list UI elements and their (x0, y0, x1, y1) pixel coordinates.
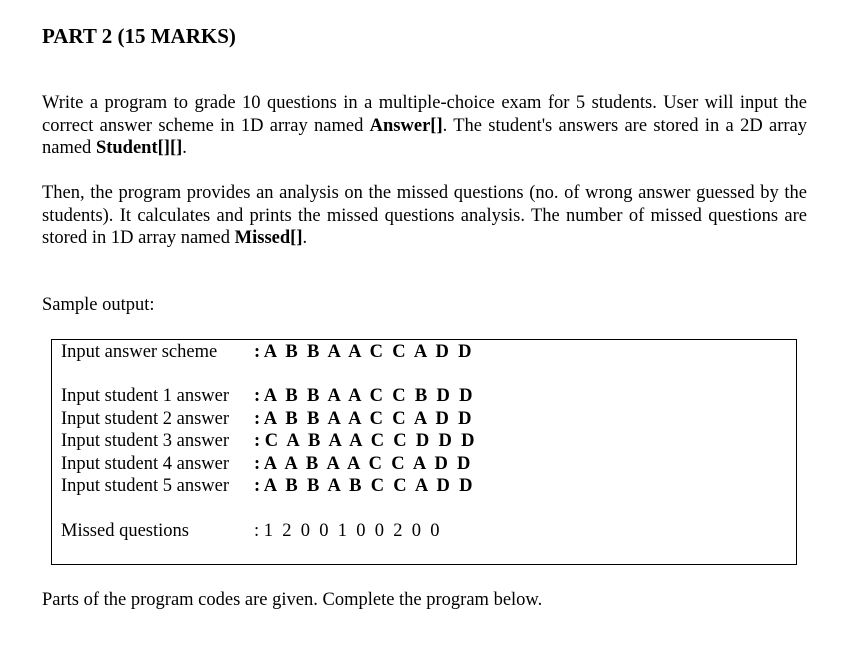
student-answer-row (61, 453, 471, 475)
sample-output-box (51, 339, 797, 565)
student-answer-row (61, 408, 472, 430)
row-value: : A B B A A C C A D D (254, 409, 472, 429)
problem-description-paragraph (42, 92, 807, 160)
section-heading: PART 2 (15 MARKS) (42, 24, 236, 48)
missed-questions-row (61, 520, 440, 542)
row-label: Input student 3 answer (61, 431, 230, 451)
row-label: Input student 2 answer (61, 409, 230, 429)
row-value: : A B B A B C C A D D (254, 476, 473, 496)
paragraph-text: Then, the program provides an analysis on the missed questions (no. of wrong answer guessed by the students). It calculates and prints the missed questions analysis. The number of missed questions are stored in 1D array named (42, 183, 807, 248)
sample-output-label: Sample output: (42, 295, 155, 315)
row-value: : A B B A A C C A D D (254, 342, 472, 362)
paragraph-text: . The student's answers are stored in a 2D array named (42, 115, 807, 158)
paragraph-text: Write a program to grade 10 questions in a multiple-choice exam for 5 students. User will input the correct answer scheme in 1D array named (42, 93, 807, 136)
instructions-footer: Parts of the program codes are given. Complete the program below. (42, 590, 543, 610)
student-array-name: Student[][] (95, 138, 183, 158)
row-label: Missed questions (61, 521, 189, 541)
paragraph-text: . (182, 138, 187, 158)
missed-array-name: Missed[] (234, 228, 303, 248)
row-label: Input student 5 answer (61, 476, 230, 496)
row-value: : A A B A A C C A D D (254, 454, 471, 474)
row-value: : 1 2 0 0 1 0 0 2 0 0 (254, 521, 440, 541)
row-value: : A B B A A C C B D D (254, 386, 473, 406)
row-value: : C A B A A C C D D D (254, 431, 475, 451)
student-answer-row (61, 430, 475, 452)
row-label: Input answer scheme (61, 342, 218, 362)
paragraph-text: . (302, 228, 308, 248)
student-answer-row (61, 475, 473, 497)
student-answer-row (61, 385, 473, 407)
row-label: Input student 1 answer (61, 386, 230, 406)
answer-array-name: Answer[] (369, 115, 443, 136)
answer-scheme-row (61, 341, 472, 363)
row-label: Input student 4 answer (61, 454, 230, 474)
analysis-description-paragraph (42, 182, 807, 250)
